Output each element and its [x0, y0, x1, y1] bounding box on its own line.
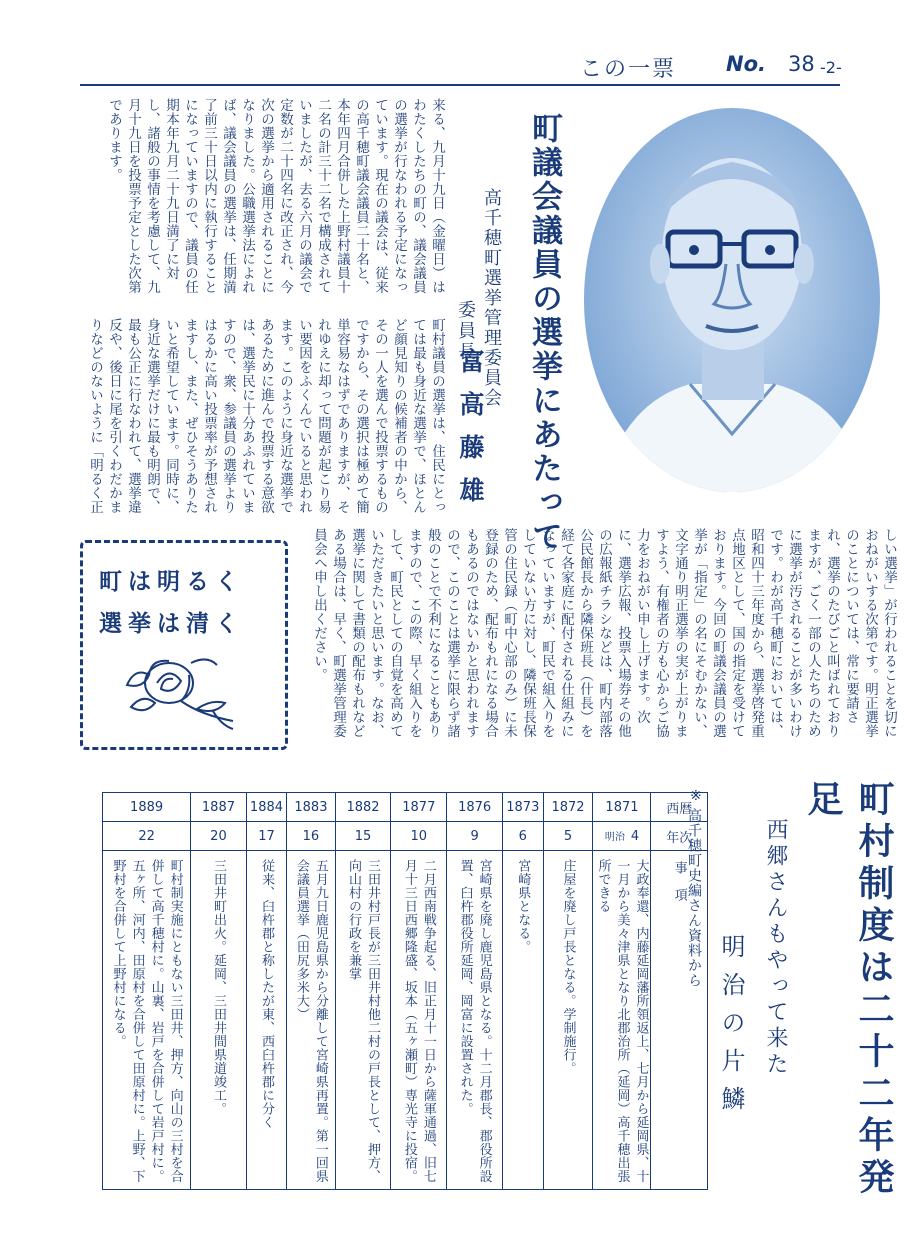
meiji-year: 15 — [354, 828, 372, 844]
feature-subtitle-2: 明治の片鱗 — [717, 934, 745, 1124]
issue-number: 38 — [788, 52, 815, 76]
year-cell: 1871 — [593, 793, 651, 822]
event-text: 宮崎県となる。 — [515, 859, 531, 954]
article-role: 委員長 — [455, 300, 476, 363]
header-title: この一票 — [580, 57, 677, 82]
meiji-year: 22 — [138, 828, 155, 844]
header-event: 事項 — [671, 861, 687, 915]
portrait-photo — [580, 104, 884, 496]
source-note: 高千穂町史編さん資料から — [686, 808, 702, 988]
era-label: 明治 — [604, 832, 625, 843]
year-cell: 1884 — [246, 793, 287, 822]
event-cell — [593, 851, 651, 1190]
page-number: -2- — [820, 58, 842, 77]
meiji-year: 4 — [630, 829, 640, 844]
event-text: 三田井村戸長が三田井村他二村の戸長として、押方、向山村の行政を兼掌 — [346, 859, 380, 1183]
article-body-second: 町村議員の選挙は、住民にとっては最も身近な選挙で、ほとんど顔見知りの候補者の中から、その一人を選んで投票するものですから、その選択は極めて簡単容易なはずでありますが、それゆえに却って問題が起こり易い要因をふくんでいると思われます。このように身近な選挙であるために進んで投票する意欲は、選挙民に十分あふれていますので、衆、参議員の選挙よりはるかに高い投票率が予想されますし、また、ぜひそうありたいと希望しています。同時に、身近な選挙だけに最も明朗で、最も公正に行なわれて、選挙違反や、後日に尾を引くわだかまりなどのないように「明るく正 — [87, 318, 445, 514]
meiji-year-cell — [391, 822, 447, 851]
history-table — [102, 792, 708, 1190]
event-text: 大政奉還、内藤延岡藩所領返上、七月から延岡県、十一月から美々津県となり北郡治所（延岡）高千穂出張所できる — [595, 859, 649, 1183]
meiji-year: 10 — [410, 828, 428, 844]
event-cell — [103, 851, 191, 1190]
header-meiji: 年次 — [651, 822, 708, 851]
meiji-year-cell — [103, 822, 191, 851]
meiji-year-cell — [287, 822, 335, 851]
event-text: 五月九日鹿児島県から分離して宮崎県再置。第一回県会議員選挙（田尻多米大） — [293, 859, 328, 1183]
year-cell: 1882 — [335, 793, 391, 822]
meiji-year-cell — [503, 822, 544, 851]
year-cell: 1883 — [287, 793, 335, 822]
meiji-year: 17 — [258, 828, 275, 844]
year-cell: 1887 — [191, 793, 247, 822]
meiji-year-cell — [593, 822, 651, 851]
header-year: 西暦 — [651, 793, 708, 822]
event-text: 三田井町出火。延岡、三田井間県道竣工。 — [210, 859, 226, 1116]
event-cell — [287, 851, 335, 1190]
meiji-year: 20 — [210, 828, 227, 844]
meiji-year: 9 — [470, 828, 479, 844]
article-title: 町議会議員の選挙にあたって — [526, 112, 562, 554]
slogan-box — [80, 540, 288, 750]
event-text: 庄屋を廃し戸長となる。学制施行。 — [560, 859, 576, 1075]
note-mark: ※ — [690, 788, 702, 804]
event-cell — [543, 851, 593, 1190]
meiji-year-cell — [191, 822, 247, 851]
article-body-continued: しい選挙」が行われることを切におねがいする次第です。明正選挙のことについては、常に要請され、選挙のたびごと叫ばれておりますが、ごく一部の人たちのために選挙が汚されることが多いわけです。わが高千穂町においては、昭和四十三年度から、選挙啓発重点地区として、国の指定を受けております。今回の町議会議員の選挙が「指定」の名にそむかない、文字通り明正選挙の実が上がりますよう、有権者の方も心からご協力をおねがい申し上げます。次に、選挙広報、投票入場券その他の広報紙チラシなどは、町内部落公民館長から隣保班長（什長）を経て各家庭に配付される仕組みになっていますが、町民で組入りをしていない方に対し、隣保班長保管の住民録（町中心部のみ）に未登録のため、配布もれになる場合もあるのではないかと思われますので、このことは選挙に限らず諸般のことで不利になることもありますので、この際、早く組入りをして、町民としての自覚を高めていただきたいと思います。なお、選挙に関して書類の配布もれなどある場合は、早く、町選挙管理委員会へ申し出ください。 — [311, 528, 897, 738]
event-text: 従来、臼杵郡と称したが東、西臼杵郡に分く — [258, 859, 274, 1129]
year-cell: 1872 — [543, 793, 593, 822]
event-cell — [335, 851, 391, 1190]
meiji-year: 16 — [302, 828, 320, 844]
event-text: 二月西南戦争起る、旧正月十一日から薩軍通過、旧七月十三日西郷隆盛、坂本（五ヶ瀬町）専光寺に投宿。 — [401, 859, 436, 1183]
event-cell — [191, 851, 247, 1190]
issue-label: No. — [726, 52, 766, 76]
event-text: 宮崎県を廃し鹿児島県となる。十二月郡長、郡役所設置、臼杵郡役所延岡、岡富に設置された。 — [457, 859, 492, 1183]
meiji-year-cell — [246, 822, 287, 851]
header-rule — [80, 84, 840, 86]
article-organization: 高千穂町選挙管理委員会 — [481, 188, 502, 408]
meiji-year: 6 — [518, 828, 527, 844]
meiji-year-cell — [543, 822, 593, 851]
feature-title: 町村制度は二十二年発足 — [802, 780, 895, 1200]
feature-subtitle: 西郷さんもやって来た — [763, 818, 788, 1078]
year-cell: 1877 — [391, 793, 447, 822]
year-cell: 1876 — [447, 793, 503, 822]
year-cell: 1873 — [503, 793, 544, 822]
meiji-year-cell — [335, 822, 391, 851]
slogan-line-2: 選挙は清く — [99, 611, 244, 637]
event-cell — [447, 851, 503, 1190]
slogan-line-1: 町は明るく — [99, 569, 244, 595]
meiji-year: 5 — [563, 828, 573, 844]
year-cell: 1889 — [103, 793, 191, 822]
event-cell — [246, 851, 287, 1190]
event-cell — [503, 851, 544, 1190]
event-text: 町村制実施にともない三田井、押方、向山の三村を合併して高千穂村に。山裏、岩戸を合併して岩戸村に。五ヶ所、河内、田原村を合併して田原村に。上野、下野村を合併して上野村になる。 — [110, 859, 183, 1183]
meiji-year-cell — [447, 822, 503, 851]
event-cell — [391, 851, 447, 1190]
article-author: 富高藤雄 — [456, 348, 485, 520]
rose-icon — [121, 645, 241, 735]
article-body-intro: 来る、九月十九日（金曜日）はわたくしたちの町の、議会議員の選挙が行なわれる予定になっています。現在の議会は、従来の高千穂町議会議員二十名と、本年四月合併した上野村議員十二名の計三十二名で構成されていましたが、去る六月の議会で定数が二十四名に改正され、今次の選挙から適用されることになりました。公職選挙法によれば、議会議員の選挙は、任期満了前三十日以内に執行することになっていますので、議員の任期本年九月二十九日満了に対し、諸般の事情を考慮して、九月十九日を投票予定とした次第であります。 — [106, 98, 445, 294]
